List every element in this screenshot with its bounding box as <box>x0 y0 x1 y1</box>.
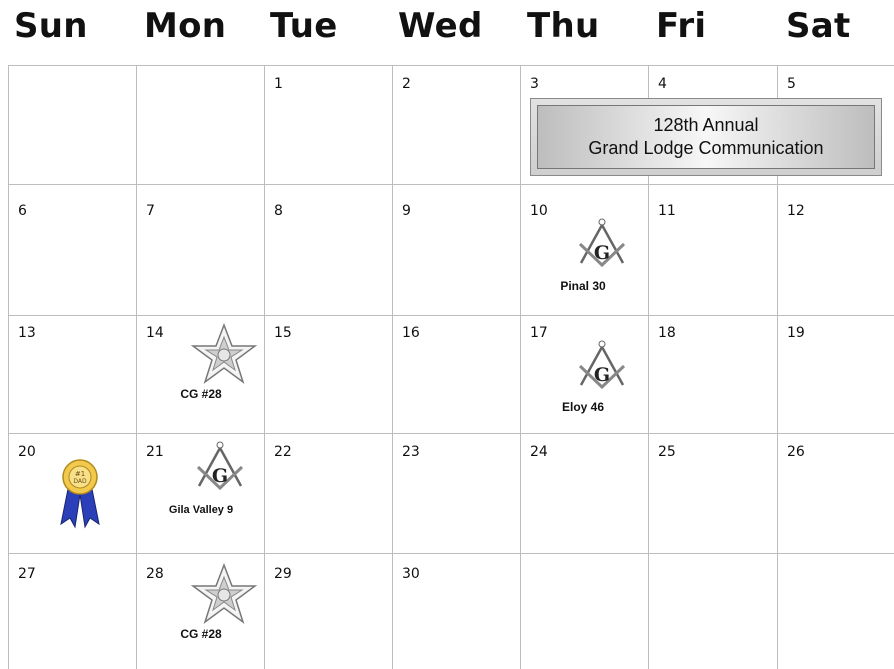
day-header-tue: Tue <box>270 6 338 46</box>
day-header-sat: Sat <box>786 6 851 46</box>
day-number[interactable]: 20 <box>18 444 36 460</box>
event-label-cg-28[interactable]: CG #28 <box>180 627 222 641</box>
grid-line-col2 <box>264 65 265 669</box>
day-number[interactable]: 13 <box>18 325 36 341</box>
day-number[interactable]: 7 <box>146 203 155 219</box>
grid-line-col3 <box>392 65 393 669</box>
day-number[interactable]: 18 <box>658 325 676 341</box>
grid-line-row3 <box>8 433 894 434</box>
day-number[interactable]: 6 <box>18 203 27 219</box>
banner-text <box>537 105 875 169</box>
day-number[interactable]: 22 <box>274 444 292 460</box>
square-compass-g-icon <box>190 440 250 492</box>
square-compass-g-icon <box>572 339 632 391</box>
day-number[interactable]: 28 <box>146 566 164 582</box>
grid-line-top <box>8 65 894 66</box>
svg-text:G: G <box>211 465 229 487</box>
day-number[interactable]: 27 <box>18 566 36 582</box>
grid-line-row1 <box>8 184 894 185</box>
day-number[interactable]: 8 <box>274 203 283 219</box>
eastern-star-icon <box>190 323 258 385</box>
square-compass-g-icon <box>572 217 632 269</box>
day-number[interactable]: 5 <box>787 76 796 92</box>
day-number[interactable]: 17 <box>530 325 548 341</box>
day-number[interactable]: 24 <box>530 444 548 460</box>
day-number[interactable]: 30 <box>402 566 420 582</box>
day-header-fri: Fri <box>656 6 707 46</box>
grid-line-col4 <box>520 65 521 669</box>
day-number[interactable]: 15 <box>274 325 292 341</box>
day-number[interactable]: 19 <box>787 325 805 341</box>
svg-text:DAD: DAD <box>73 478 87 485</box>
day-number[interactable]: 14 <box>146 325 164 341</box>
day-number[interactable]: 29 <box>274 566 292 582</box>
day-number[interactable]: 26 <box>787 444 805 460</box>
day-number[interactable]: 25 <box>658 444 676 460</box>
eastern-star-icon <box>190 563 258 625</box>
day-number[interactable]: 16 <box>402 325 420 341</box>
day-number[interactable]: 4 <box>658 76 667 92</box>
grid-line-row2 <box>8 315 894 316</box>
grid-line-col1 <box>136 65 137 669</box>
day-number[interactable]: 11 <box>658 203 676 219</box>
day-number[interactable]: 10 <box>530 203 548 219</box>
number-one-dad-ribbon-icon <box>55 458 105 530</box>
day-header-mon: Mon <box>144 6 227 46</box>
day-header-wed: Wed <box>398 6 483 46</box>
grid-line-col0 <box>8 65 9 669</box>
day-number[interactable]: 9 <box>402 203 411 219</box>
day-header-sun: Sun <box>14 6 88 46</box>
event-label-pinal-30[interactable]: Pinal 30 <box>560 279 606 293</box>
day-number[interactable]: 3 <box>530 76 539 92</box>
day-number[interactable]: 21 <box>146 444 164 460</box>
event-label-gila-valley-9[interactable]: Gila Valley 9 <box>168 504 234 516</box>
day-number[interactable]: 12 <box>787 203 805 219</box>
event-label-eloy-46[interactable]: Eloy 46 <box>561 400 605 414</box>
svg-text:G: G <box>593 364 611 386</box>
day-header-thu: Thu <box>527 6 600 46</box>
banner-line-2: Grand Lodge Communication <box>588 138 824 158</box>
day-number[interactable]: 1 <box>274 76 283 92</box>
grid-line-row4 <box>8 553 894 554</box>
svg-text:#1: #1 <box>74 470 86 478</box>
svg-text:G: G <box>593 242 611 264</box>
day-number[interactable]: 23 <box>402 444 420 460</box>
banner-line-1: 128th Annual <box>653 115 759 135</box>
event-label-cg-28[interactable]: CG #28 <box>180 387 222 401</box>
grand-lodge-banner[interactable] <box>530 98 882 176</box>
day-number[interactable]: 2 <box>402 76 411 92</box>
